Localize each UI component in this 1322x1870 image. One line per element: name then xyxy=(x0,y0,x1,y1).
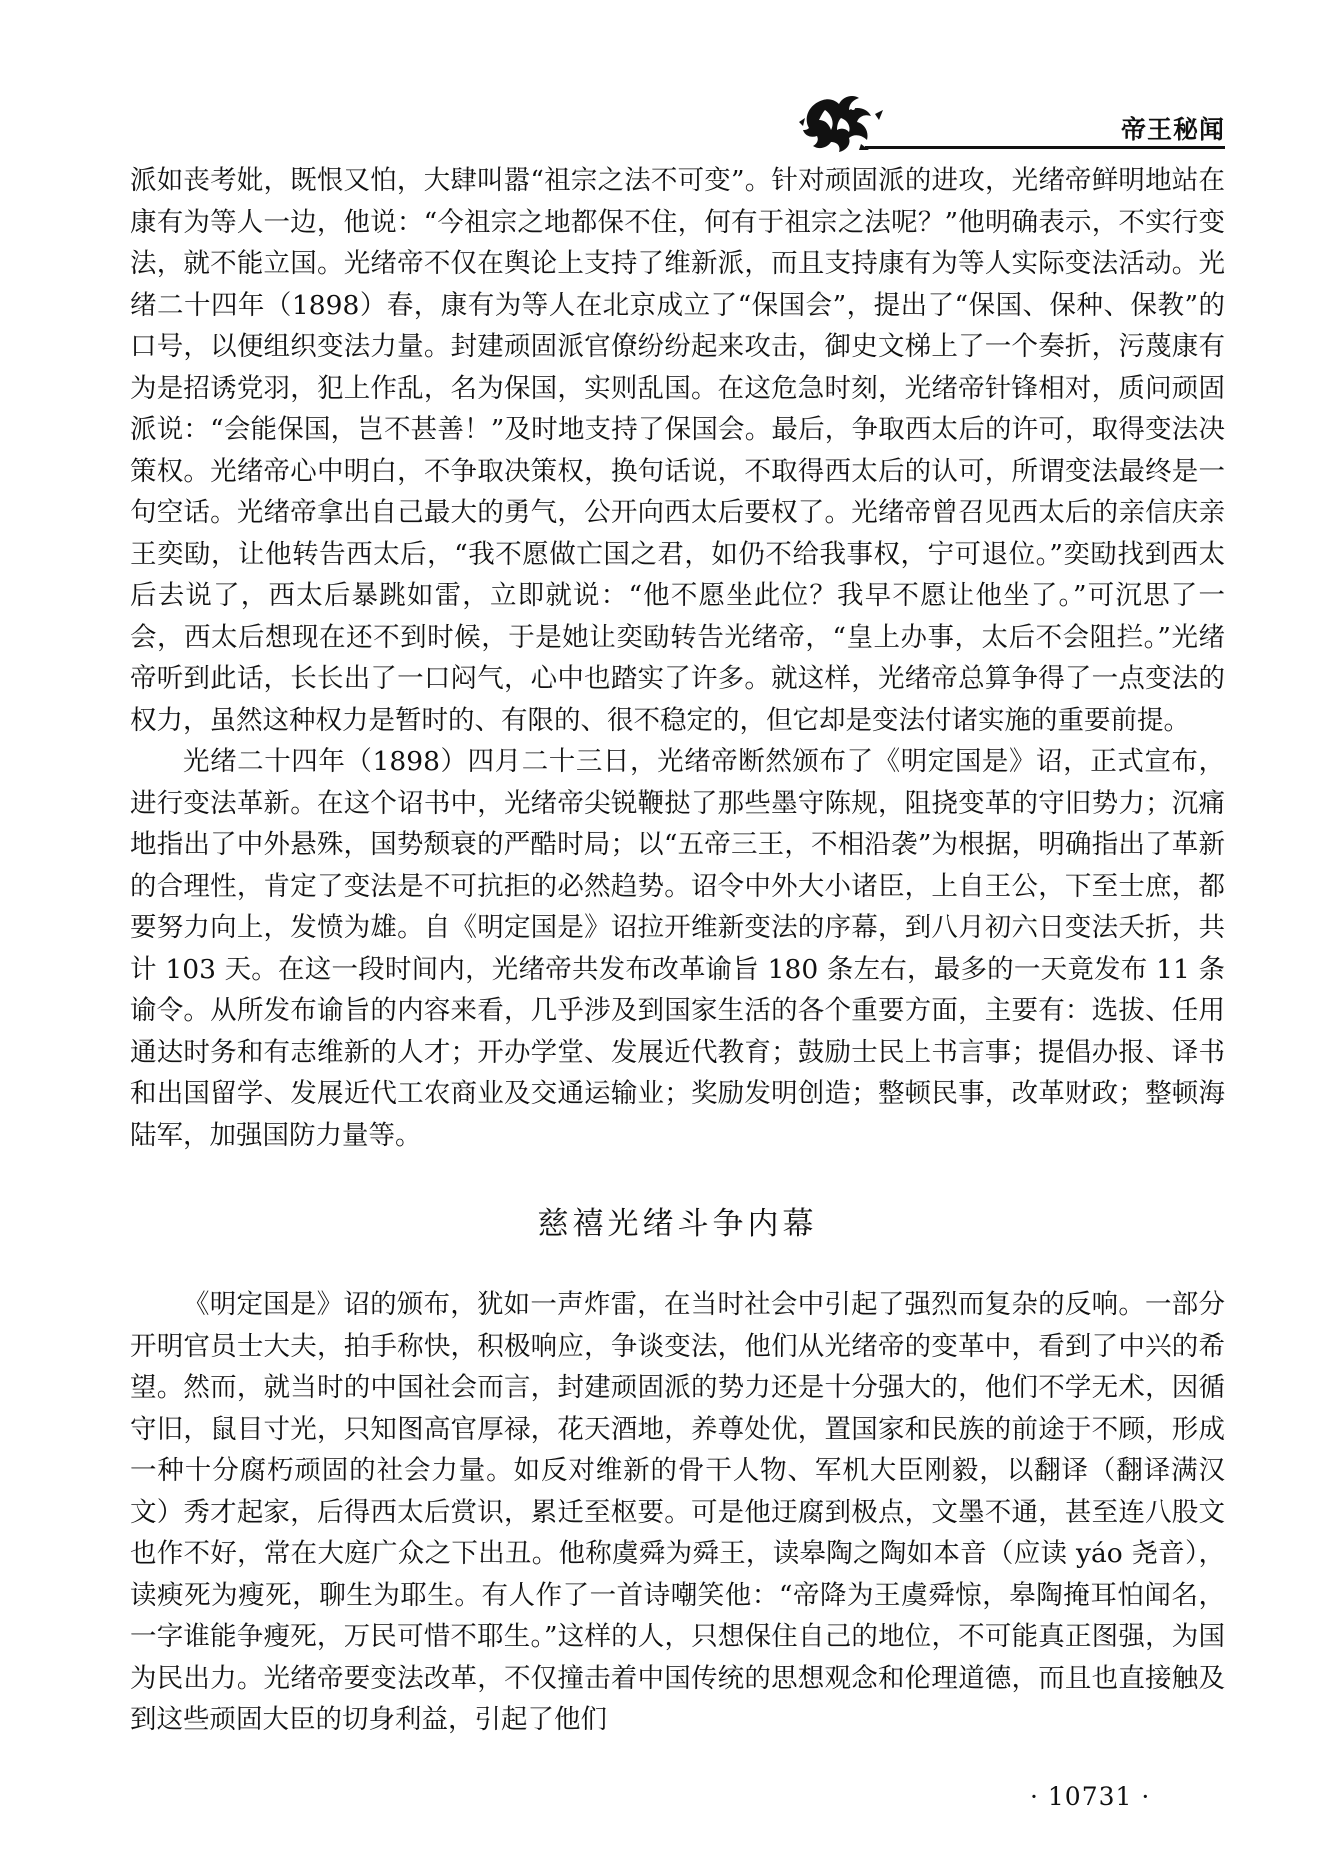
page-body xyxy=(130,160,1225,1741)
running-header xyxy=(795,88,1225,158)
paragraph: 光绪二十四年（1898）四月二十三日，光绪帝断然颁布了《明定国是》诏，正式宣布，进行变法革新。在这个诏书中，光绪帝尖锐鞭挞了那些墨守陈规，阻挠变革的守旧势力；沉痛地指出了中外悬殊，国势颓衰的严酷时局；以“五帝三王，不相沿袭”为根据，明确指出了革新的合理性，肯定了变法是不可抗拒的必然趋势。诏令中外大小诸臣，上自王公，下至士庶，都要努力向上，发愤为雄。自《明定国是》诏拉开维新变法的序幕，到八月初六日变法夭折，共计 103 天。在这一段时间内，光绪帝共发布改革谕旨 180 条左右，最多的一天竟发布 11 条谕令。从所发布谕旨的内容来看，几乎涉及到国家生活的各个重要方面，主要有：选拔、任用通达时务和有志维新的人才；开办学堂、发展近代教育；鼓励士民上书言事；提倡办报、译书和出国留学、发展近代工农商业及交通运输业；奖励发明创造；整顿民事，改革财政；整顿海陆军，加强国防力量等。 xyxy=(130,746,1225,1151)
page-number: · 10731 · xyxy=(1030,1782,1151,1811)
paragraph: 派如丧考妣，既恨又怕，大肆叫嚣“祖宗之法不可变”。针对顽固派的进攻，光绪帝鲜明地站在康有为等人一边，他说：“今祖宗之地都保不住，何有于祖宗之法呢？”他明确表示，不实行变法，就不能立国。光绪帝不仅在舆论上支持了维新派，而且支持康有为等人实际变法活动。光绪二十四年（1898）春，康有为等人在北京成立了“保国会”，提出了“保国、保种、保教”的口号，以便组织变法力量。封建顽固派官僚纷纷起来攻击，御史文梯上了一个奏折，污蔑康有为是招诱党羽，犯上作乱，名为保国，实则乱国。在这危急时刻，光绪帝针锋相对，质问顽固派说：“会能保国，岂不甚善！”及时地支持了保国会。最后，争取西太后的许可，取得变法决策权。光绪帝心中明白，不争取决策权，换句话说，不取得西太后的认可，所谓变法最终是一句空话。光绪帝拿出自己最大的勇气，公开向西太后要权了。光绪帝曾召见西太后的亲信庆亲王奕劻，让他转告西太后，“我不愿做亡国之君，如仍不给我事权，宁可退位。”奕劻找到西太后去说了，西太后暴跳如雷，立即就说：“他不愿坐此位？我早不愿让他坐了。”可沉思了一会，西太后想现在还不到时候，于是她让奕劻转告光绪帝，“皇上办事，太后不会阻拦。”光绪帝听到此话，长长出了一口闷气，心中也踏实了许多。就这样，光绪帝总算争得了一点变法的权力，虽然这种权力是暂时的、有限的、很不稳定的，但它却是变法付诸实施的重要前提。 xyxy=(130,165,1225,736)
paragraph: 《明定国是》诏的颁布，犹如一声炸雷，在当时社会中引起了强烈而复杂的反响。一部分开明官员士大夫，拍手称快，积极响应，争谈变法，他们从光绪帝的变革中，看到了中兴的希望。然而，就当时的中国社会而言，封建顽固派的势力还是十分强大的，他们不学无术，因循守旧，鼠目寸光，只知图高官厚禄，花天酒地，养尊处优，置国家和民族的前途于不顾，形成一种十分腐朽顽固的社会力量。如反对维新的骨干人物、军机大臣刚毅，以翻译（翻译满汉文）秀才起家，后得西太后赏识，累迁至枢要。可是他迂腐到极点，文墨不通，甚至连八股文也作不好，常在大庭广众之下出丑。他称虞舜为舜王，读皋陶之陶如本音（应读 yáo 尧音），读瘐死为瘦死，聊生为耶生。有人作了一首诗嘲笑他：“帝降为王虞舜惊，皋陶掩耳怕闻名，一字谁能争瘦死，万民可惜不耶生。”这样的人，只想保住自己的地位，不可能真正图强，为国为民出力。光绪帝要变法改革，不仅撞击着中国传统的思想观念和伦理道德，而且也直接触及到这些顽固大臣的切身利益，引起了他们 xyxy=(130,1289,1225,1735)
section-title: 慈禧光绪斗争内幕 xyxy=(537,1206,818,1242)
book-title: 帝王秘闻 xyxy=(1120,115,1225,144)
header-rule xyxy=(865,146,1225,149)
